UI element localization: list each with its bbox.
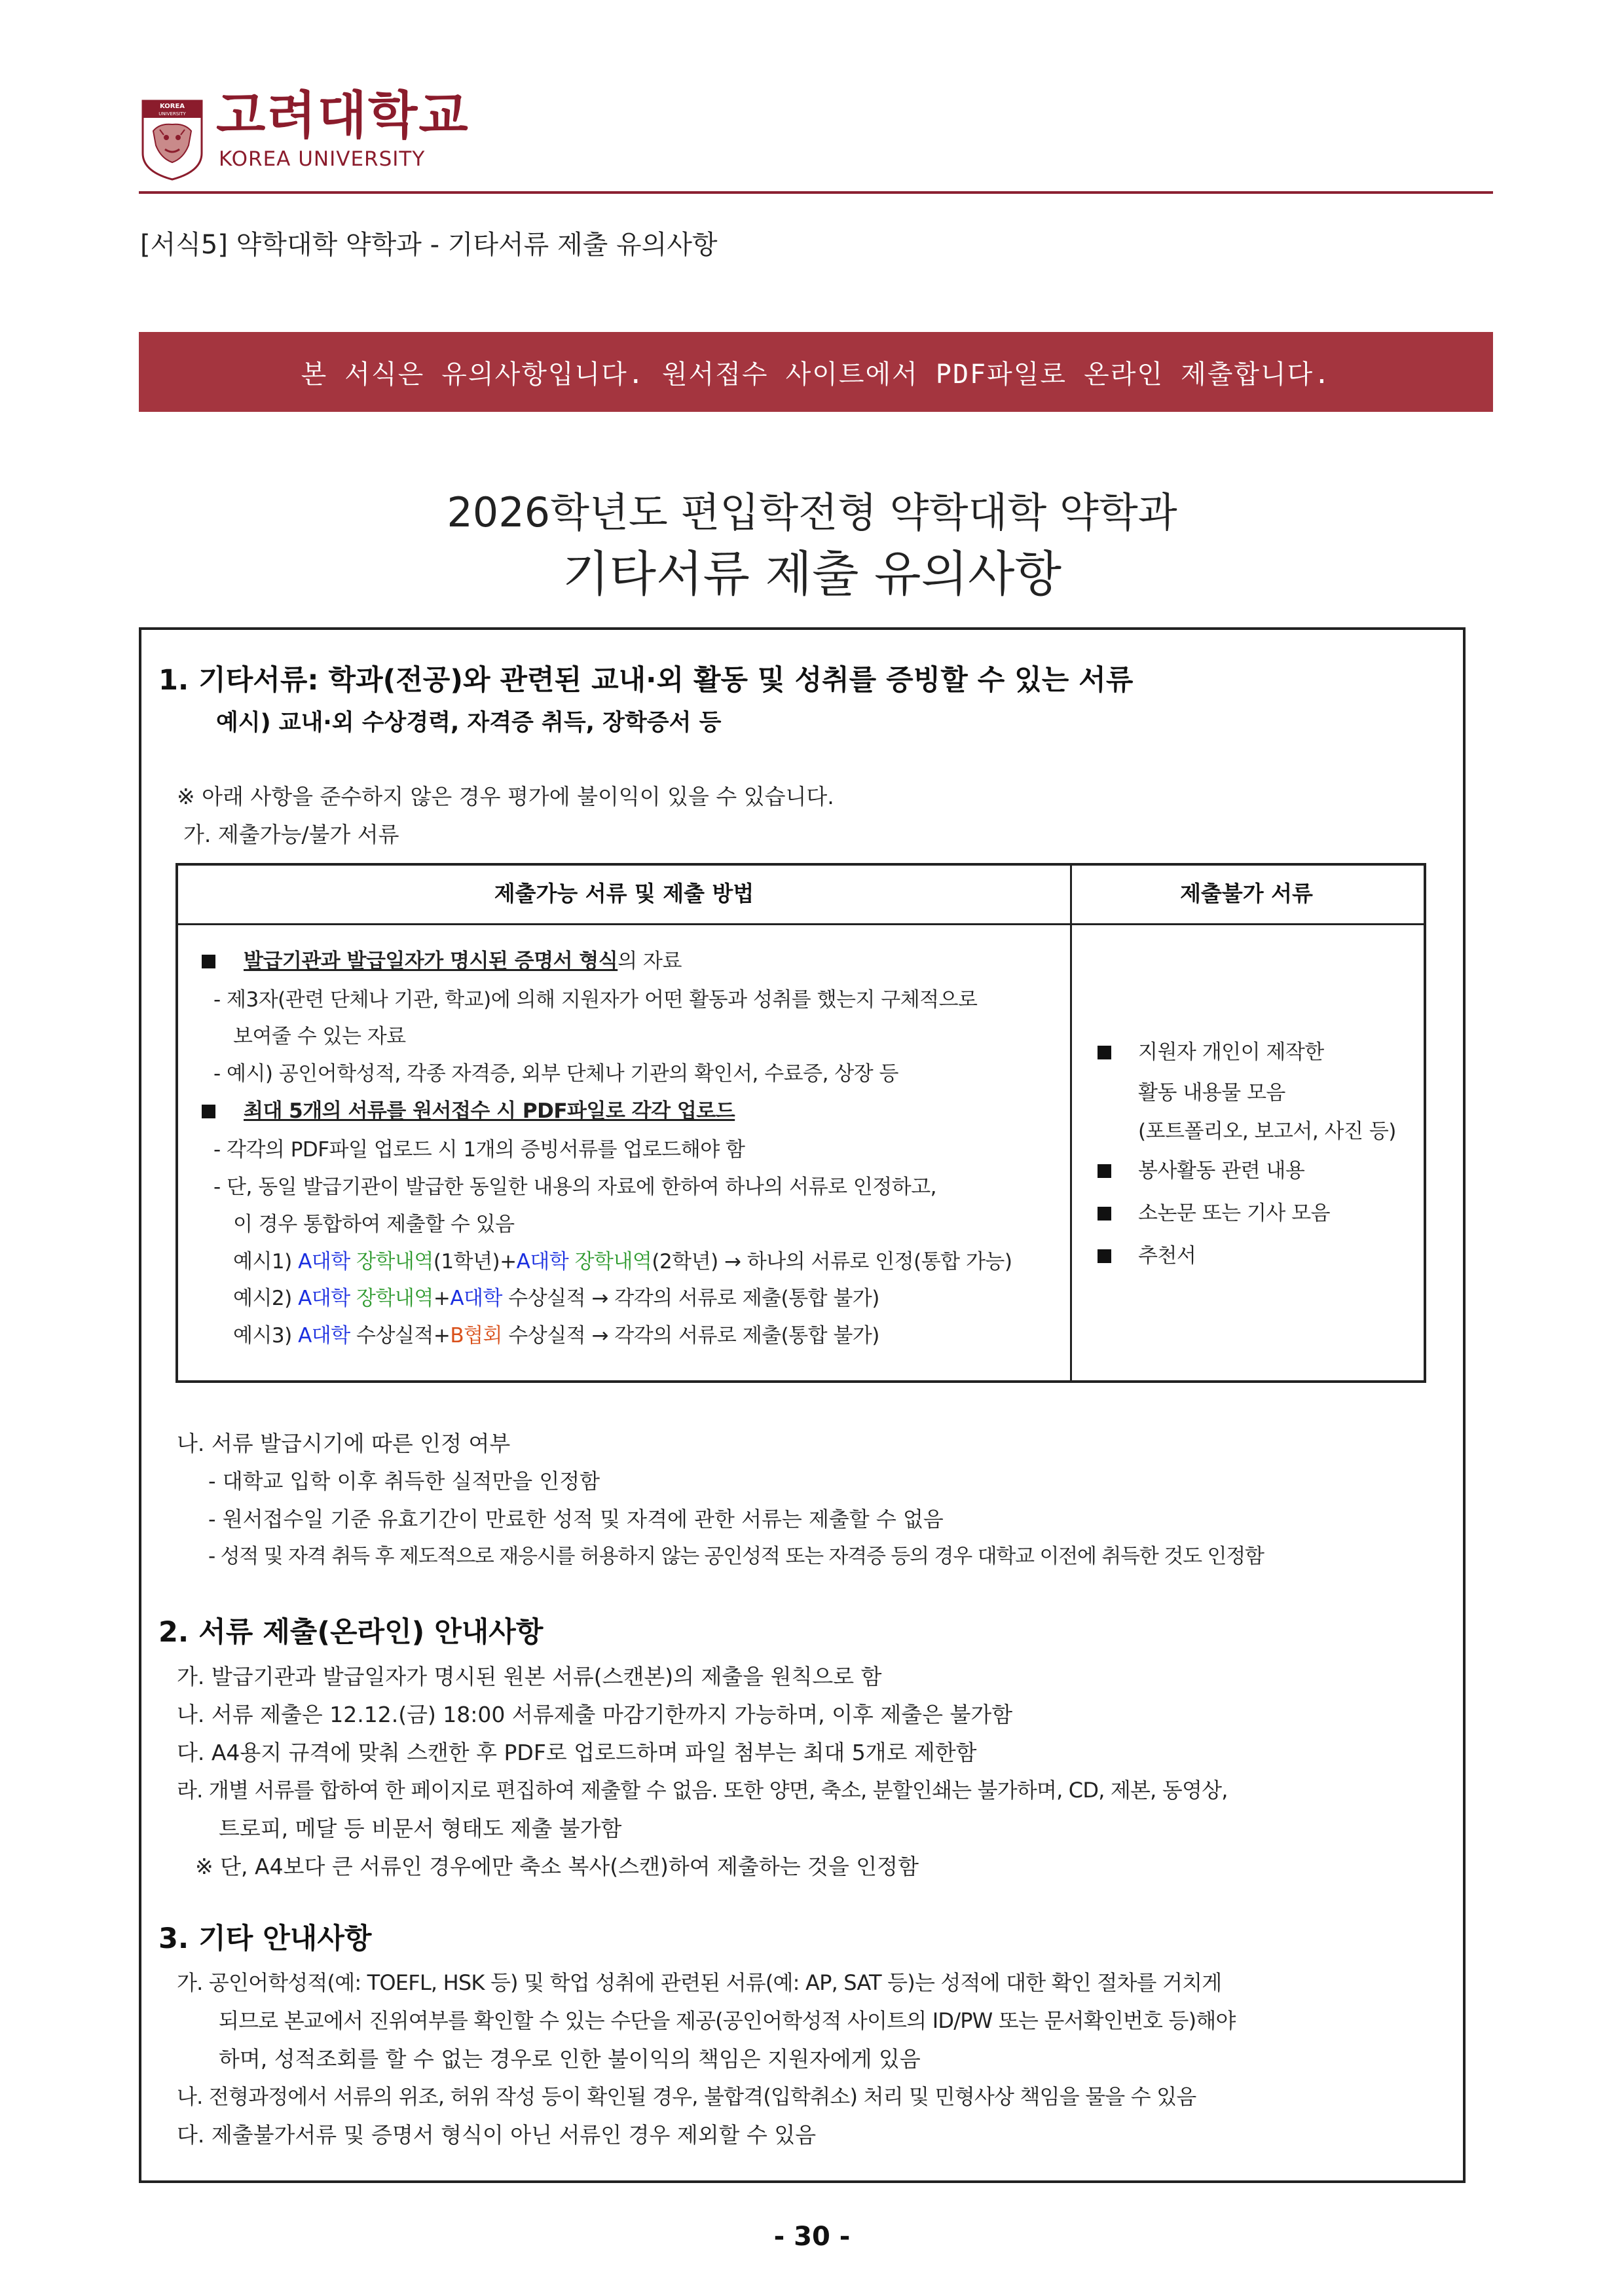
example3-univ-a: A대학: [298, 1324, 350, 1348]
allowed-line2: 보여줄 수 있는 자료: [233, 1025, 406, 1048]
table-header-not-allowed: 제출불가 서류: [1180, 881, 1313, 906]
svg-text:KOREA: KOREA: [159, 103, 185, 110]
section2-note: ※ 단, A4보다 큰 서류인 경우에만 축소 복사(스캔)하여 제출하는 것을 인정함: [195, 1854, 919, 1879]
section3-heading: 3. 기타 안내사항: [158, 1922, 372, 1955]
allowed-line4: - 각각의 PDF파일 업로드 시 1개의 증빙서류를 업로드해야 함: [213, 1138, 745, 1162]
not-allowed-item1: 지원자 개인이 제작한: [1138, 1040, 1324, 1064]
example1-univ-a2: A대학: [516, 1250, 569, 1274]
example1: [233, 1252, 1012, 1272]
allowed-bullet1-bold: 발급기관과 발급일자가 명시된 증명서 형식: [244, 949, 618, 973]
not-allowed-item1-line3: (포트폴리오, 보고서, 사진 등): [1138, 1120, 1396, 1143]
page-number: - 30 -: [773, 2222, 851, 2252]
example3-assoc-b: B협회: [450, 1324, 502, 1348]
square-bullet-icon: [1098, 1249, 1111, 1263]
sub-b-line2: - 원서접수일 기준 유효기간이 만료한 성적 및 자격에 관한 서류는 제출할 수 없음: [208, 1507, 944, 1532]
allowed-line3: - 예시) 공인어학성적, 각종 자격증, 외부 단체나 기관의 확인서, 수료증, 상장 등: [213, 1062, 898, 1086]
section3-line2: 되므로 본교에서 진위여부를 확인할 수 있는 수단을 제공(공인어학성적 사이트의 ID/PW 또는 문서확인번호 등)해야: [219, 2008, 1236, 2033]
form-label: [서식5] 약학대학 약학과 - 기타서류 제출 유의사항: [140, 230, 718, 260]
svg-text:UNIVERSITY: UNIVERSITY: [158, 111, 186, 117]
allowed-line6: 이 경우 통합하여 제출할 수 있음: [233, 1213, 515, 1236]
section3-line3: 하며, 성적조회를 할 수 없는 경우로 인한 불이익의 책임은 지원자에게 있음: [219, 2046, 921, 2072]
example1-univ-a: A대학: [298, 1250, 350, 1274]
not-allowed-item3: 소논문 또는 기사 모음: [1138, 1202, 1331, 1225]
section2-line5: 트로피, 메달 등 비문서 형태도 제출 불가함: [219, 1816, 622, 1841]
page-title-line2: 기타서류 제출 유의사항: [563, 546, 1061, 602]
table-column-divider: [1070, 863, 1072, 1380]
section1-sub-b: 나. 서류 발급시기에 따른 인정 여부: [177, 1431, 511, 1456]
section1-warning: ※ 아래 사항을 준수하지 않은 경우 평가에 불이익이 있을 수 있습니다.: [177, 784, 834, 809]
example1-year1: (1학년)+: [433, 1250, 517, 1274]
square-bullet-icon: [1098, 1164, 1111, 1178]
example1-scholarship: 장학내역: [350, 1250, 434, 1274]
allowed-line1: - 제3자(관련 단체나 기관, 학교)에 의해 지원자가 어떤 활동과 성취를 했는지 구체적으로: [213, 988, 978, 1012]
allowed-bullet1-rest: 의 자료: [618, 949, 682, 973]
allowed-line5: - 단, 동일 발급기관이 발급한 동일한 내용의 자료에 한하여 하나의 서류로 인정하고,: [213, 1175, 937, 1199]
example2-result: 수상실적 → 각각의 서류로 제출(통합 불가): [502, 1287, 879, 1310]
sub-b-line1: - 대학교 입학 이후 취득한 실적만을 인정함: [208, 1469, 600, 1494]
not-allowed-item1-line2: 활동 내용물 모음: [1138, 1081, 1285, 1105]
section1-heading: 1. 기타서류: 학과(전공)와 관련된 교내·외 활동 및 성취를 증빙할 수 있는 서류: [158, 664, 1134, 697]
not-allowed-item4: 추천서: [1138, 1244, 1196, 1268]
example1-label: 예시1): [233, 1250, 299, 1274]
section2-line3: 다. A4용지 규격에 맞춰 스캔한 후 PDF로 업로드하며 파일 첨부는 최대 5개로 제한함: [177, 1740, 977, 1765]
example3: [233, 1326, 879, 1346]
page-title-line1: 2026학년도 편입학전형 약학대학 약학과: [447, 488, 1177, 536]
university-seal-logo: [140, 98, 204, 182]
university-name-en: KOREA UNIVERSITY: [219, 147, 426, 171]
allowed-bullet2: 최대 5개의 서류를 원서접수 시 PDF파일로 각각 업로드: [244, 1099, 735, 1123]
table-header-allowed: 제출가능 서류 및 제출 방법: [494, 881, 754, 906]
section3-line4: 나. 전형과정에서 서류의 위조, 허위 작성 등이 확인될 경우, 불합격(입학취소) 처리 및 민형사상 책임을 물을 수 있음: [177, 2084, 1196, 2109]
notice-banner: [139, 332, 1493, 412]
allowed-bullet1: [244, 951, 682, 972]
section3-line1: 가. 공인어학성적(예: TOEFL, HSK 등) 및 학업 성취에 관련된 서류(예: AP, SAT 등)는 성적에 대한 확인 절차를 거치게: [177, 1970, 1222, 1995]
square-bullet-icon: [202, 955, 215, 968]
example2-univ-a2: A대학: [450, 1287, 502, 1310]
square-bullet-icon: [1098, 1207, 1111, 1221]
example3-result: 수상실적 → 각각의 서류로 제출(통합 불가): [502, 1324, 879, 1348]
not-allowed-item2: 봉사활동 관련 내용: [1138, 1159, 1305, 1183]
header-divider: [139, 191, 1493, 194]
university-name-ko: 고려대학교: [216, 86, 470, 145]
section2-line1: 가. 발급기관과 발급일자가 명시된 원본 서류(스캔본)의 제출을 원칙으로 함: [177, 1664, 882, 1689]
example2-plus: +: [433, 1287, 451, 1310]
section1-example: 예시) 교내·외 수상경력, 자격증 취득, 장학증서 등: [216, 710, 722, 736]
square-bullet-icon: [202, 1105, 215, 1118]
section2-line4: 라. 개별 서류를 합하여 한 페이지로 편집하여 제출할 수 없음. 또한 양면, 축소, 분할인쇄는 불가하며, CD, 제본, 동영상,: [177, 1778, 1228, 1803]
section3-line5: 다. 제출불가서류 및 증명서 형식이 아닌 서류인 경우 제외할 수 있음: [177, 2122, 817, 2148]
square-bullet-icon: [1098, 1046, 1111, 1059]
example2-label: 예시2): [233, 1287, 299, 1310]
notice-banner-text: 본 서식은 유의사항입니다. 원서접수 사이트에서 PDF파일로 온라인 제출합니다.: [301, 359, 1331, 390]
example1-result: (2학년) → 하나의 서류로 인정(통합 가능): [652, 1250, 1012, 1274]
section1-sub-a: 가. 제출가능/불가 서류: [183, 822, 399, 847]
example2-scholarship: 장학내역: [350, 1287, 434, 1310]
example2-univ-a: A대학: [298, 1287, 350, 1310]
example1-scholarship2: 장학내역: [568, 1250, 652, 1274]
sub-b-line3: - 성적 및 자격 취득 후 제도적으로 재응시를 허용하지 않는 공인성적 또는 자격증 등의 경우 대학교 이전에 취득한 것도 인정함: [208, 1545, 1264, 1568]
example3-award: 수상실적+: [350, 1324, 451, 1348]
table-header-divider: [175, 923, 1425, 925]
example3-label: 예시3): [233, 1324, 299, 1348]
section2-heading: 2. 서류 제출(온라인) 안내사항: [158, 1616, 544, 1649]
example2: [233, 1289, 879, 1309]
section2-line2: 나. 서류 제출은 12.12.(금) 18:00 서류제출 마감기한까지 가능하며, 이후 제출은 불가함: [177, 1702, 1013, 1727]
